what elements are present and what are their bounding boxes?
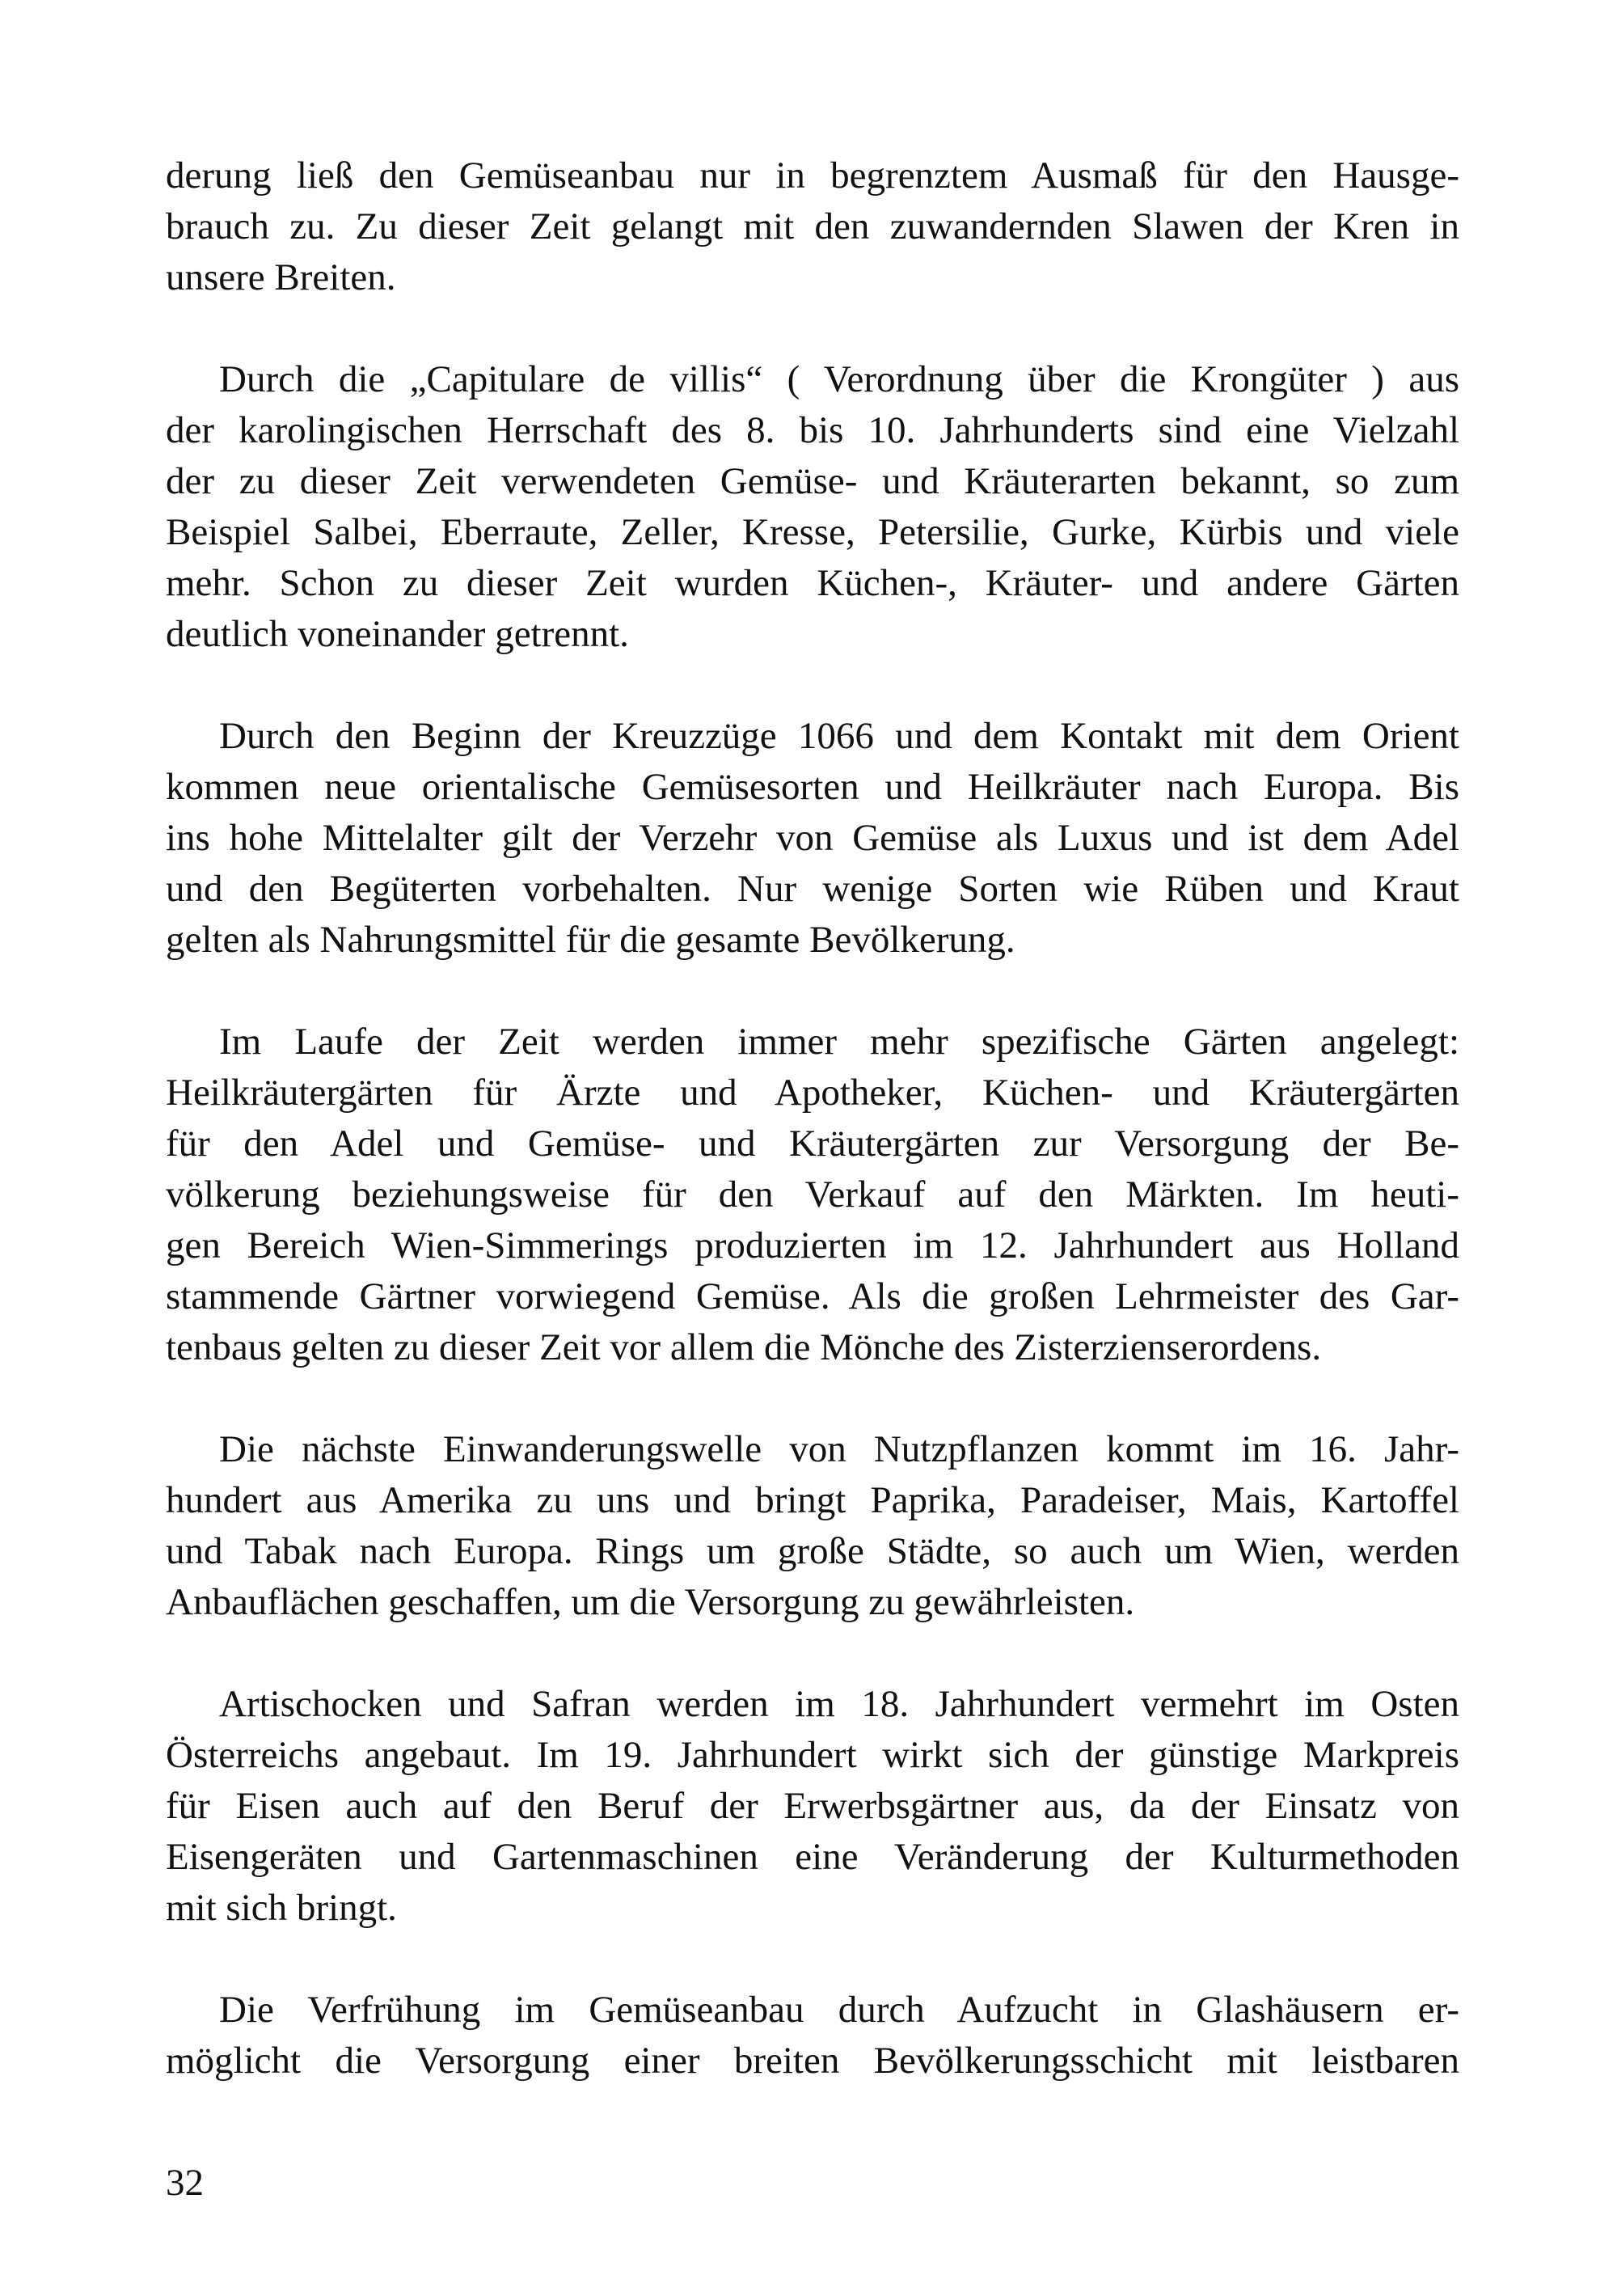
text-line: und den Begüterten vorbehalten. Nur wenige Sorten wie Rüben und Kraut: [166, 868, 1459, 910]
text-line: der zu dieser Zeit verwendeten Gemüse- und Kräuterarten bekannt, so zum: [166, 460, 1459, 502]
text-line: Durch den Beginn der Kreuzzüge 1066 und dem Kontakt mit dem Orient: [219, 715, 1459, 757]
page-body: [166, 150, 1459, 2087]
text-line: hundert aus Amerika zu uns und bringt Paprika, Paradeiser, Mais, Kartoffel: [166, 1479, 1459, 1521]
text-line: Österreichs angebaut. Im 19. Jahrhundert wirkt sich der günstige Markpreis: [166, 1734, 1459, 1776]
text-line: für den Adel und Gemüse- und Kräutergärten zur Versorgung der Be-: [166, 1123, 1459, 1165]
text-line: mehr. Schon zu dieser Zeit wurden Küchen-, Kräuter- und andere Gärten: [166, 562, 1459, 604]
text-line: Die nächste Einwanderungswelle von Nutzpflanzen kommt im 16. Jahr-: [219, 1428, 1459, 1470]
text-line: Im Laufe der Zeit werden immer mehr spezifische Gärten angelegt:: [219, 1021, 1459, 1063]
text-line: gelten als Nahrungsmittel für die gesamte Bevölkerung.: [166, 919, 1015, 961]
text-line: und Tabak nach Europa. Rings um große Städte, so auch um Wien, werden: [166, 1530, 1459, 1572]
text-line: völkerung beziehungsweise für den Verkauf auf den Märkten. Im heuti-: [166, 1173, 1459, 1216]
paragraph-3: [166, 711, 1459, 966]
paragraph-5: [166, 1424, 1459, 1628]
text-line: tenbaus gelten zu dieser Zeit vor allem die Mönche des Zisterzienserordens.: [166, 1326, 1322, 1368]
text-line: für Eisen auch auf den Beruf der Erwerbsgärtner aus, da der Einsatz von: [166, 1785, 1459, 1827]
paragraph-7: [166, 1985, 1459, 2087]
paragraph-2: [166, 354, 1459, 660]
text-line: stammende Gärtner vorwiegend Gemüse. Als die großen Lehrmeister des Gar-: [166, 1275, 1459, 1317]
text-line: Heilkräutergärten für Ärzte und Apotheker, Küchen- und Kräutergärten: [166, 1072, 1459, 1114]
text-line: Durch die „Capitulare de villis“ ( Verordnung über die Krongüter ) aus: [219, 358, 1459, 400]
text-line: gen Bereich Wien-Simmerings produzierten im 12. Jahrhundert aus Holland: [166, 1224, 1459, 1266]
text-line: derung ließ den Gemüseanbau nur in begrenztem Ausmaß für den Hausge-: [166, 154, 1459, 197]
paragraph-6: [166, 1679, 1459, 1934]
text-line: der karolingischen Herrschaft des 8. bis 10. Jahrhunderts sind eine Vielzahl: [166, 409, 1459, 451]
paragraph-4: [166, 1017, 1459, 1373]
text-line: kommen neue orientalische Gemüsesorten und Heilkräuter nach Europa. Bis: [166, 766, 1459, 808]
text-line: deutlich voneinander getrennt.: [166, 613, 629, 655]
text-line: Eisengeräten und Gartenmaschinen eine Veränderung der Kulturmethoden: [166, 1836, 1459, 1878]
page-number: 32: [166, 2162, 204, 2204]
text-line: möglicht die Versorgung einer breiten Bevölkerungsschicht mit leistbaren: [166, 2040, 1459, 2082]
paragraph-1: [166, 150, 1459, 303]
text-line: Anbauflächen geschaffen, um die Versorgung zu gewährleisten.: [166, 1581, 1135, 1623]
text-line: Beispiel Salbei, Eberraute, Zeller, Kresse, Petersilie, Gurke, Kürbis und viele: [166, 511, 1459, 553]
text-line: Die Verfrühung im Gemüseanbau durch Aufzucht in Glashäusern er-: [219, 1989, 1459, 2031]
text-line: ins hohe Mittelalter gilt der Verzehr von Gemüse als Luxus und ist dem Adel: [166, 817, 1459, 859]
text-line: unsere Breiten.: [166, 256, 396, 298]
text-line: mit sich bringt.: [166, 1887, 397, 1929]
text-line: Artischocken und Safran werden im 18. Jahrhundert vermehrt im Osten: [219, 1683, 1459, 1725]
text-line: brauch zu. Zu dieser Zeit gelangt mit den zuwandernden Slawen der Kren in: [166, 205, 1459, 247]
